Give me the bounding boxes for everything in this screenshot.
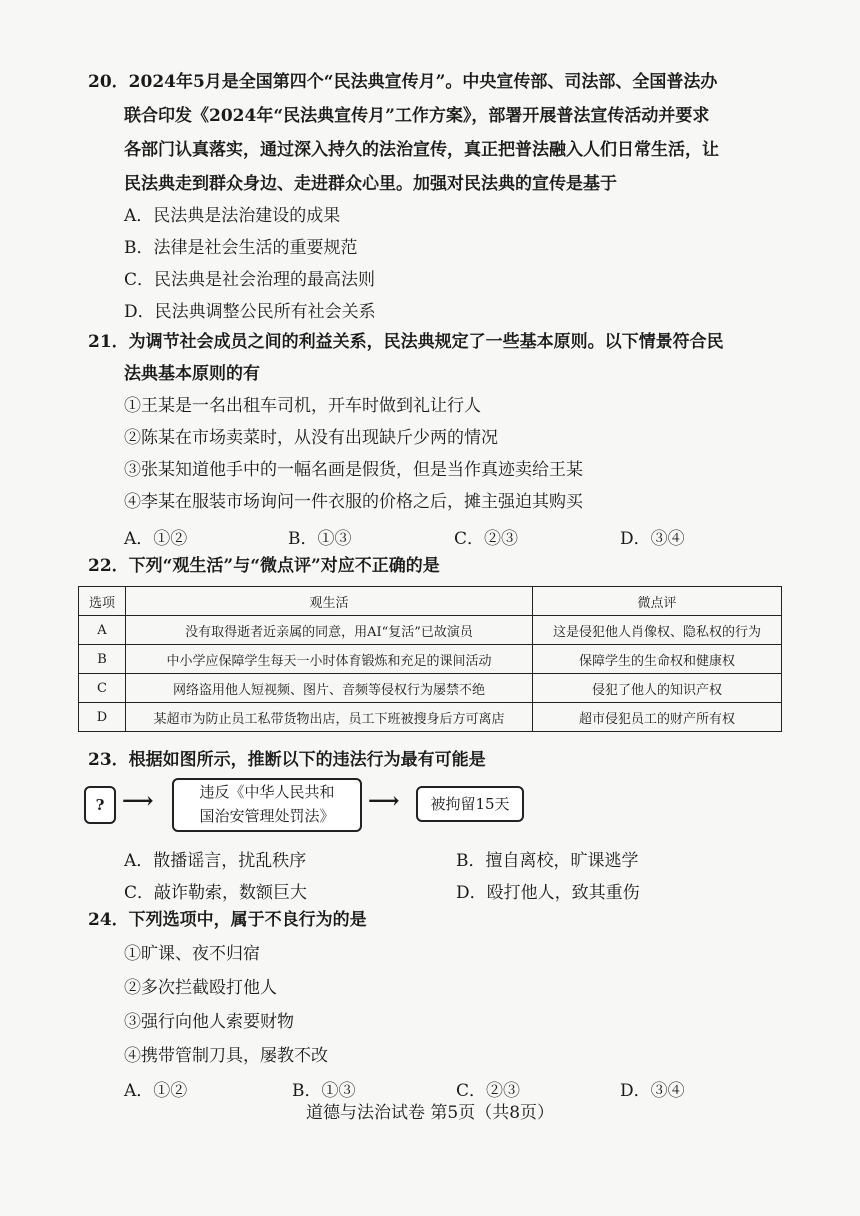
table-row xyxy=(79,703,782,732)
q21-line-2: 法典基本原则的有 xyxy=(124,364,260,384)
q21-option-a: A．①② xyxy=(124,529,188,549)
table-cell: B xyxy=(79,645,126,674)
q20-option-c: C．民法典是社会治理的最高法则 xyxy=(124,270,376,290)
q23-option-a: A．散播谣言，扰乱秩序 xyxy=(124,851,307,871)
q22-stem: 22．下列“观生活”与“微点评”对应不正确的是 xyxy=(88,556,440,576)
q23-option-b: B．擅自离校，旷课逃学 xyxy=(456,851,639,871)
q23-option-d: D．殴打他人，致其重伤 xyxy=(456,883,640,903)
table-cell: 网络盗用他人短视频、图片、音频等侵权行为屡禁不绝 xyxy=(126,674,533,703)
table-row xyxy=(79,616,782,645)
table-header-row xyxy=(79,587,782,616)
flow-unknown-box: ? xyxy=(84,786,116,824)
q21-item-2: ②陈某在市场卖菜时，从没有出现缺斤少两的情况 xyxy=(124,428,498,448)
table-header-life: 观生活 xyxy=(126,587,533,616)
q24-item-2: ②多次拦截殴打他人 xyxy=(124,978,277,998)
table-cell: C xyxy=(79,674,126,703)
q21-option-c: C．②③ xyxy=(454,529,519,549)
q20-line-4: 民法典走到群众身边、走进群众心里。加强对民法典的宣传是基于 xyxy=(124,174,617,194)
table-header-option: 选项 xyxy=(79,587,126,616)
q24-option-c: C．②③ xyxy=(456,1081,521,1101)
q20-line-3: 各部门认真落实，通过深入持久的法治宣传，真正把普法融入人们日常生活，让 xyxy=(124,140,719,160)
flow-arrow-1: ⟶ xyxy=(122,788,154,814)
q20-option-a: A．民法典是法治建设的成果 xyxy=(124,206,341,226)
q21-item-3: ③张某知道他手中的一幅名画是假货，但是当作真迹卖给王某 xyxy=(124,460,583,480)
q21-item-1: ①王某是一名出租车司机，开车时做到礼让行人 xyxy=(124,396,481,416)
q20-line-2: 联合印发《2024年“民法典宣传月”工作方案》，部署开展普法宣传活动并要求 xyxy=(124,106,710,126)
q24-option-d: D．③④ xyxy=(620,1081,685,1101)
table-cell: A xyxy=(79,616,126,645)
q21-item-4: ④李某在服装市场询问一件衣服的价格之后，摊主强迫其购买 xyxy=(124,492,583,512)
table-cell: D xyxy=(79,703,126,732)
q23-option-c: C．敲诈勒索，数额巨大 xyxy=(124,883,308,903)
q21-option-d: D．③④ xyxy=(620,529,685,549)
q23-stem: 23．根据如图所示，推断以下的违法行为最有可能是 xyxy=(88,750,486,770)
flow-arrow-2: ⟶ xyxy=(368,788,400,814)
q24-stem: 24．下列选项中，属于不良行为的是 xyxy=(88,910,367,930)
q24-item-4: ④携带管制刀具，屡教不改 xyxy=(124,1046,328,1066)
table-cell: 保障学生的生命权和健康权 xyxy=(533,645,782,674)
q24-option-a: A．①② xyxy=(124,1081,188,1101)
q20-option-b: B．法律是社会生活的重要规范 xyxy=(124,238,358,258)
table-cell: 超市侵犯员工的财产所有权 xyxy=(533,703,782,732)
q20-line-1: 20．2024年5月是全国第四个“民法典宣传月”。中央宣传部、司法部、全国普法办 xyxy=(88,72,718,92)
q24-item-3: ③强行向他人索要财物 xyxy=(124,1012,294,1032)
page-footer: 道德与法治试卷 第5页（共8页） xyxy=(305,1103,555,1123)
table-row xyxy=(79,645,782,674)
q21-option-b: B．①③ xyxy=(288,529,352,549)
table-cell: 中小学应保障学生每天一小时体育锻炼和充足的课间活动 xyxy=(126,645,533,674)
q24-option-b: B．①③ xyxy=(292,1081,356,1101)
table-cell: 没有取得逝者近亲属的同意，用AI“复活”已故演员 xyxy=(126,616,533,645)
flow-result-box: 被拘留15天 xyxy=(416,786,524,822)
q20-option-d: D．民法典调整公民所有社会关系 xyxy=(124,302,376,322)
flow-law-box: 违反《中华人民共和 国治安管理处罚法》 xyxy=(172,778,362,832)
q24-item-1: ①旷课、夜不归宿 xyxy=(124,944,260,964)
table-cell: 这是侵犯他人肖像权、隐私权的行为 xyxy=(533,616,782,645)
table-header-comment: 微点评 xyxy=(533,587,782,616)
table-row xyxy=(79,674,782,703)
q22-table xyxy=(78,586,782,732)
q21-line-1: 21．为调节社会成员之间的利益关系，民法典规定了一些基本原则。以下情景符合民 xyxy=(88,332,724,352)
table-cell: 侵犯了他人的知识产权 xyxy=(533,674,782,703)
table-cell: 某超市为防止员工私带货物出店，员工下班被搜身后方可离店 xyxy=(126,703,533,732)
